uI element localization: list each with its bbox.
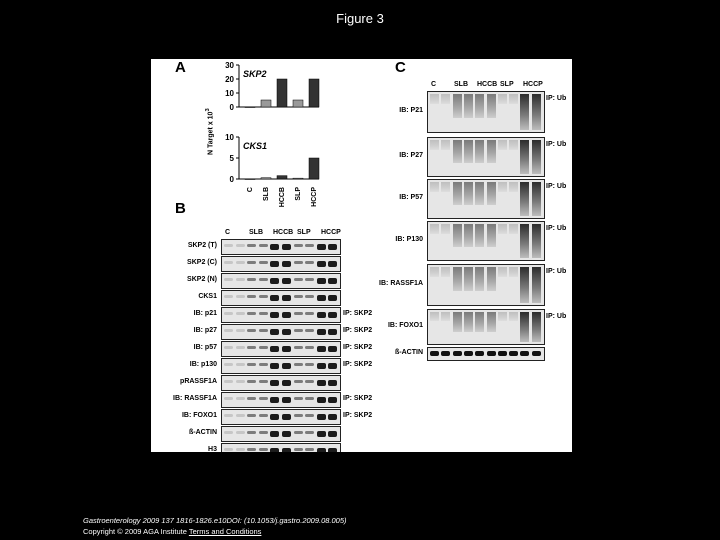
panel-b-blot-strip bbox=[221, 375, 341, 391]
blot-lane bbox=[453, 351, 462, 356]
panel-c-row-label: IB: P130 bbox=[395, 236, 423, 243]
blot-band bbox=[270, 346, 279, 352]
panel-b-row-label: IB: p21 bbox=[193, 310, 217, 317]
blot-band bbox=[247, 363, 256, 366]
panel-c-column-label: HCCP bbox=[523, 81, 543, 88]
blot-band bbox=[236, 244, 245, 247]
caption-copyright: Copyright © 2009 AGA Institute bbox=[83, 527, 189, 536]
blot-band bbox=[247, 278, 256, 281]
panel-a-ylabel: N Target x $10^3$ bbox=[205, 108, 215, 155]
blot-lane bbox=[464, 312, 473, 332]
panel-b-column-label: SLB bbox=[249, 229, 263, 236]
figure-title: Figure 3 bbox=[336, 11, 384, 26]
blot-lane bbox=[520, 140, 529, 174]
panel-b-row-label: IB: p57 bbox=[193, 344, 217, 351]
panel-b-blot-strip bbox=[221, 273, 341, 289]
blot-band bbox=[294, 261, 303, 264]
blot-band bbox=[294, 244, 303, 247]
blot-band bbox=[305, 448, 314, 451]
blot-lane bbox=[441, 140, 450, 150]
panel-b-blot-strip bbox=[221, 392, 341, 408]
blot-lane bbox=[509, 267, 518, 277]
panel-b-blot-strip bbox=[221, 358, 341, 374]
panel-b-row-label: IB: RASSF1A bbox=[173, 395, 217, 402]
panel-b-blot-strip bbox=[221, 307, 341, 323]
blot-band bbox=[294, 295, 303, 298]
blot-lane bbox=[453, 267, 462, 291]
panel-c-ip-label: IP: Ub bbox=[546, 313, 567, 320]
blot-band bbox=[259, 380, 268, 383]
panel-a-bar bbox=[277, 79, 287, 107]
blot-lane bbox=[509, 351, 518, 356]
panel-a-x-label: HCCP bbox=[311, 187, 318, 207]
panel-b-row-label: IB: p130 bbox=[189, 361, 217, 368]
blot-band bbox=[294, 414, 303, 417]
blot-lane bbox=[509, 312, 518, 321]
blot-lane bbox=[532, 224, 541, 258]
blot-band bbox=[282, 329, 291, 335]
blot-lane bbox=[430, 140, 439, 150]
blot-lane bbox=[441, 351, 450, 356]
blot-lane bbox=[498, 351, 507, 356]
blot-band bbox=[282, 295, 291, 301]
panel-a-ytick-label: 0 bbox=[229, 103, 234, 112]
blot-band bbox=[282, 397, 291, 403]
panel-c-column-label: SLB bbox=[454, 81, 468, 88]
blot-band bbox=[224, 329, 233, 332]
panel-c-ip-label: IP: Ub bbox=[546, 95, 567, 102]
panel-b-letter: B bbox=[175, 200, 186, 217]
blot-band bbox=[247, 295, 256, 298]
blot-band bbox=[224, 397, 233, 400]
blot-lane bbox=[532, 182, 541, 216]
blot-band bbox=[328, 448, 337, 452]
blot-band bbox=[317, 261, 326, 267]
blot-band bbox=[224, 312, 233, 315]
blot-lane bbox=[475, 224, 484, 247]
blot-band bbox=[317, 329, 326, 335]
panel-c-blot bbox=[427, 137, 545, 177]
blot-band bbox=[282, 261, 291, 267]
blot-lane bbox=[532, 351, 541, 356]
blot-band bbox=[270, 278, 279, 284]
blot-band bbox=[328, 397, 337, 403]
blot-band bbox=[247, 397, 256, 400]
blot-band bbox=[247, 431, 256, 434]
blot-band bbox=[317, 346, 326, 352]
panel-c-column-label: C bbox=[431, 81, 437, 88]
blot-band bbox=[282, 431, 291, 437]
panel-b-column-label: HCCB bbox=[273, 229, 294, 236]
blot-band bbox=[270, 261, 279, 267]
blot-band bbox=[317, 397, 326, 403]
panel-b-column-label: HCCP bbox=[321, 229, 341, 236]
panel-b-ip-label: IP: SKP2 bbox=[343, 310, 373, 317]
panel-c-letter: C bbox=[395, 59, 406, 76]
blot-lane bbox=[464, 140, 473, 163]
blot-band bbox=[247, 346, 256, 349]
blot-band bbox=[328, 278, 337, 284]
panel-b-blot-strip bbox=[221, 256, 341, 272]
figure-panel bbox=[151, 59, 572, 452]
panel-c-ip-label: IP: Ub bbox=[546, 268, 567, 275]
blot-lane bbox=[520, 94, 529, 130]
blot-band bbox=[259, 363, 268, 366]
blot-band bbox=[236, 346, 245, 349]
blot-band bbox=[270, 244, 279, 250]
blot-band bbox=[317, 448, 326, 452]
blot-band bbox=[317, 414, 326, 420]
blot-band bbox=[305, 278, 314, 281]
blot-lane bbox=[441, 94, 450, 104]
panel-a-ytick-label: 20 bbox=[225, 75, 234, 84]
panel-b-ip-label: IP: SKP2 bbox=[343, 327, 373, 334]
panel-a-bar bbox=[309, 79, 319, 107]
panel-a-bar bbox=[293, 178, 303, 179]
blot-lane bbox=[487, 351, 496, 356]
panel-b-ip-label: IP: SKP2 bbox=[343, 361, 373, 368]
blot-band bbox=[247, 261, 256, 264]
panel-a-letter: A bbox=[175, 59, 186, 76]
blot-lane bbox=[487, 182, 496, 205]
blot-band bbox=[294, 431, 303, 434]
blot-lane bbox=[453, 182, 462, 205]
blot-band bbox=[236, 363, 245, 366]
blot-lane bbox=[487, 140, 496, 163]
blot-lane bbox=[532, 94, 541, 130]
panel-a-x-label: C bbox=[247, 187, 254, 193]
blot-band bbox=[247, 414, 256, 417]
blot-band bbox=[270, 414, 279, 420]
blot-lane bbox=[441, 267, 450, 277]
blot-band bbox=[305, 397, 314, 400]
panel-c-ip-label: IP: Ub bbox=[546, 141, 567, 148]
blot-lane bbox=[464, 94, 473, 118]
blot-band bbox=[270, 448, 279, 452]
blot-lane bbox=[453, 312, 462, 332]
panel-a-x-label: HCCB bbox=[279, 187, 286, 208]
panel-a-bar bbox=[277, 176, 287, 179]
panel-a-chart-label: SKP2 bbox=[243, 69, 267, 79]
panel-b-ip-label: IP: SKP2 bbox=[343, 395, 373, 402]
blot-band bbox=[259, 261, 268, 264]
blot-band bbox=[224, 278, 233, 281]
blot-band bbox=[328, 312, 337, 318]
panel-b-blot-strip bbox=[221, 443, 341, 452]
panel-a-bar bbox=[261, 100, 271, 107]
blot-lane bbox=[475, 140, 484, 163]
blot-lane bbox=[509, 140, 518, 150]
blot-lane bbox=[430, 312, 439, 321]
panel-a-bar bbox=[309, 158, 319, 179]
blot-lane bbox=[475, 312, 484, 332]
blot-lane bbox=[441, 312, 450, 321]
blot-lane bbox=[475, 351, 484, 356]
blot-band bbox=[236, 380, 245, 383]
blot-band bbox=[328, 295, 337, 301]
blot-band bbox=[317, 312, 326, 318]
blot-band bbox=[224, 295, 233, 298]
blot-band bbox=[305, 431, 314, 434]
blot-band bbox=[247, 448, 256, 451]
blot-lane bbox=[509, 224, 518, 234]
blot-lane bbox=[475, 182, 484, 205]
blot-lane bbox=[430, 267, 439, 277]
blot-band bbox=[294, 363, 303, 366]
blot-lane bbox=[430, 351, 439, 356]
panel-a-chart-label: CKS1 bbox=[243, 141, 268, 151]
panel-a-ytick-label: 0 bbox=[229, 175, 234, 184]
blot-band bbox=[270, 380, 279, 386]
blot-band bbox=[247, 244, 256, 247]
blot-band bbox=[328, 261, 337, 267]
blot-band bbox=[259, 295, 268, 298]
blot-lane bbox=[487, 224, 496, 247]
blot-lane bbox=[487, 312, 496, 332]
blot-band bbox=[294, 329, 303, 332]
blot-lane bbox=[498, 267, 507, 277]
panel-a-chart bbox=[211, 59, 331, 209]
panel-a-bar bbox=[293, 100, 303, 107]
blot-band bbox=[270, 363, 279, 369]
blot-band bbox=[328, 244, 337, 250]
panel-c-ip-label: IP: Ub bbox=[546, 183, 567, 190]
blot-band bbox=[294, 312, 303, 315]
blot-band bbox=[224, 431, 233, 434]
panel-c-ip-label: IP: Ub bbox=[546, 225, 567, 232]
panel-c-row-label: ß-ACTIN bbox=[395, 349, 423, 356]
blot-band bbox=[305, 329, 314, 332]
blot-band bbox=[282, 363, 291, 369]
panel-b-column-label: C bbox=[225, 229, 231, 236]
blot-band bbox=[282, 312, 291, 318]
blot-lane bbox=[430, 182, 439, 192]
panel-b-row-label: H3 bbox=[208, 446, 217, 452]
panel-b-row-label: IB: p27 bbox=[193, 327, 217, 334]
blot-band bbox=[317, 278, 326, 284]
blot-band bbox=[282, 278, 291, 284]
blot-lane bbox=[520, 351, 529, 356]
blot-band bbox=[317, 295, 326, 301]
blot-band bbox=[236, 431, 245, 434]
panel-c-blot bbox=[427, 347, 545, 361]
blot-band bbox=[259, 244, 268, 247]
panel-c-column-label: SLP bbox=[500, 81, 514, 88]
blot-lane bbox=[475, 94, 484, 118]
blot-lane bbox=[453, 94, 462, 118]
blot-lane bbox=[475, 267, 484, 291]
blot-band bbox=[282, 448, 291, 452]
blot-band bbox=[294, 346, 303, 349]
panel-a-ytick-label: 5 bbox=[229, 154, 234, 163]
panel-c-blot bbox=[427, 179, 545, 219]
blot-band bbox=[317, 244, 326, 250]
panel-b-blot-strip bbox=[221, 239, 341, 255]
blot-band bbox=[294, 380, 303, 383]
blot-lane bbox=[464, 182, 473, 205]
blot-band bbox=[282, 414, 291, 420]
blot-band bbox=[270, 295, 279, 301]
blot-lane bbox=[430, 224, 439, 234]
blot-band bbox=[259, 431, 268, 434]
blot-band bbox=[328, 329, 337, 335]
panel-b-row-label: SKP2 (C) bbox=[187, 259, 217, 266]
blot-lane bbox=[464, 224, 473, 247]
panel-b-blot-strip bbox=[221, 426, 341, 442]
blot-band bbox=[328, 380, 337, 386]
blot-band bbox=[317, 431, 326, 437]
blot-band bbox=[259, 397, 268, 400]
blot-band bbox=[247, 329, 256, 332]
blot-band bbox=[305, 363, 314, 366]
blot-lane bbox=[441, 182, 450, 192]
panel-a-ytick-label: 10 bbox=[225, 133, 234, 142]
blot-band bbox=[270, 312, 279, 318]
blot-band bbox=[282, 380, 291, 386]
blot-lane bbox=[532, 267, 541, 303]
blot-band bbox=[236, 329, 245, 332]
panel-b-row-label: SKP2 (T) bbox=[187, 242, 217, 249]
blot-lane bbox=[487, 94, 496, 118]
blot-band bbox=[247, 380, 256, 383]
blot-lane bbox=[532, 312, 541, 342]
blot-band bbox=[317, 380, 326, 386]
panel-b-row-label: pRASSF1A bbox=[180, 378, 217, 385]
panel-b-blot-strip bbox=[221, 409, 341, 425]
panel-b-row-label: IB: FOXO1 bbox=[181, 412, 217, 419]
blot-band bbox=[305, 414, 314, 417]
blot-lane bbox=[498, 312, 507, 321]
panel-b-blot-strip bbox=[221, 341, 341, 357]
blot-lane bbox=[453, 224, 462, 247]
panel-c-row-label: IB: FOXO1 bbox=[387, 322, 423, 329]
blot-lane bbox=[498, 140, 507, 150]
panel-a-x-label: SLP bbox=[295, 187, 302, 201]
panel-b-ip-label: IP: SKP2 bbox=[343, 412, 373, 419]
panel-a-bar bbox=[245, 107, 255, 108]
panel-a-x-label: SLB bbox=[263, 187, 270, 201]
blot-band bbox=[224, 244, 233, 247]
blot-band bbox=[305, 346, 314, 349]
blot-band bbox=[305, 261, 314, 264]
blot-lane bbox=[498, 224, 507, 234]
blot-lane bbox=[453, 140, 462, 163]
panel-c-row-label: IB: P21 bbox=[399, 107, 423, 114]
blot-band bbox=[224, 346, 233, 349]
blot-band bbox=[259, 278, 268, 281]
blot-band bbox=[224, 261, 233, 264]
blot-lane bbox=[509, 94, 518, 104]
blot-band bbox=[224, 363, 233, 366]
panel-a-bar bbox=[245, 179, 255, 180]
blot-band bbox=[305, 295, 314, 298]
blot-band bbox=[236, 295, 245, 298]
terms-link[interactable]: Terms and Conditions bbox=[188, 527, 262, 536]
blot-band bbox=[270, 397, 279, 403]
blot-lane bbox=[487, 267, 496, 291]
panel-c-blot bbox=[427, 221, 545, 261]
blot-band bbox=[259, 414, 268, 417]
blot-band bbox=[259, 312, 268, 315]
panel-c-row-label: IB: RASSF1A bbox=[379, 280, 423, 287]
caption bbox=[83, 515, 347, 537]
panel-b-column-label: SLP bbox=[297, 229, 311, 236]
blot-lane bbox=[520, 224, 529, 258]
blot-lane bbox=[498, 94, 507, 104]
blot-band bbox=[270, 431, 279, 437]
blot-lane bbox=[532, 140, 541, 174]
panel-b-row-label: SKP2 (N) bbox=[187, 276, 217, 283]
blot-band bbox=[270, 329, 279, 335]
blot-band bbox=[236, 414, 245, 417]
blot-band bbox=[259, 346, 268, 349]
blot-lane bbox=[520, 182, 529, 216]
panel-b-blot-strip bbox=[221, 290, 341, 306]
caption-citation: Gastroenterology 2009 137 1816-1826.e10DOI: (10.1053/j.gastro.2009.08.005) bbox=[83, 516, 347, 525]
blot-band bbox=[282, 346, 291, 352]
panel-a-ytick-label: 10 bbox=[225, 89, 234, 98]
blot-lane bbox=[430, 94, 439, 104]
blot-lane bbox=[498, 182, 507, 192]
blot-band bbox=[328, 346, 337, 352]
panel-a-ytick-label: 30 bbox=[225, 61, 234, 70]
panel-c-blot bbox=[427, 309, 545, 345]
panel-c-blot bbox=[427, 264, 545, 306]
panel-b-ip-label: IP: SKP2 bbox=[343, 344, 373, 351]
blot-band bbox=[328, 414, 337, 420]
panel-c-row-label: IB: P57 bbox=[399, 194, 423, 201]
blot-band bbox=[236, 448, 245, 451]
blot-band bbox=[236, 312, 245, 315]
blot-band bbox=[282, 244, 291, 250]
panel-b-row-label: CKS1 bbox=[198, 293, 217, 300]
blot-band bbox=[305, 380, 314, 383]
panel-b-row-label: ß-ACTIN bbox=[189, 429, 217, 436]
blot-band bbox=[236, 261, 245, 264]
blot-band bbox=[294, 448, 303, 451]
blot-band bbox=[294, 397, 303, 400]
blot-lane bbox=[464, 351, 473, 356]
blot-band bbox=[224, 448, 233, 451]
blot-band bbox=[305, 312, 314, 315]
blot-lane bbox=[520, 312, 529, 342]
blot-band bbox=[259, 329, 268, 332]
blot-band bbox=[236, 278, 245, 281]
blot-band bbox=[224, 414, 233, 417]
blot-band bbox=[259, 448, 268, 451]
blot-band bbox=[328, 363, 337, 369]
blot-band bbox=[328, 431, 337, 437]
panel-c-row-label: IB: P27 bbox=[399, 152, 423, 159]
blot-lane bbox=[464, 267, 473, 291]
panel-c-column-label: HCCB bbox=[477, 81, 498, 88]
blot-band bbox=[305, 244, 314, 247]
blot-band bbox=[294, 278, 303, 281]
blot-band bbox=[224, 380, 233, 383]
blot-lane bbox=[509, 182, 518, 192]
panel-b-blot-strip bbox=[221, 324, 341, 340]
panel-c-blot bbox=[427, 91, 545, 133]
blot-lane bbox=[441, 224, 450, 234]
blot-band bbox=[236, 397, 245, 400]
panel-a-bar bbox=[261, 178, 271, 179]
blot-band bbox=[317, 363, 326, 369]
blot-band bbox=[247, 312, 256, 315]
blot-lane bbox=[520, 267, 529, 303]
